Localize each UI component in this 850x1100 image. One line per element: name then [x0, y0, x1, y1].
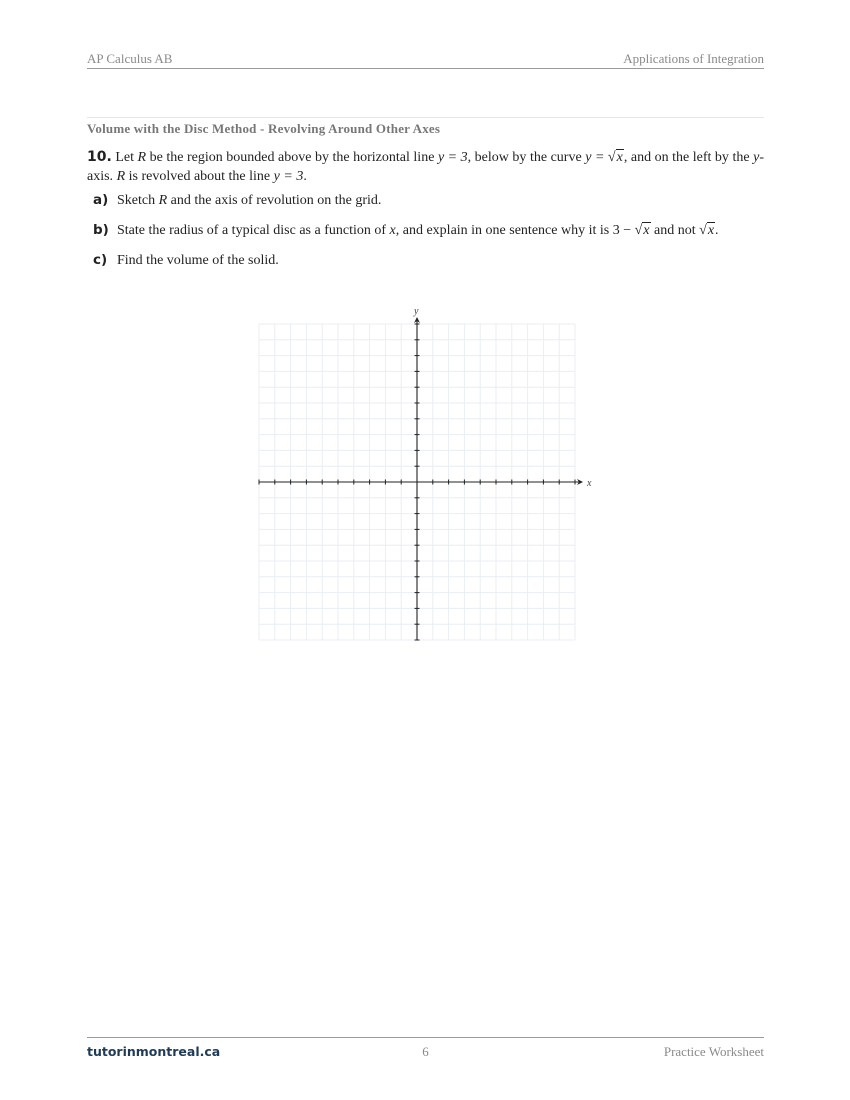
part-label: a)	[93, 192, 109, 208]
math-R: R	[116, 169, 126, 184]
section-divider	[87, 117, 764, 118]
part-text: and the axis of revolution on the grid.	[167, 193, 382, 208]
radicand: x	[616, 150, 623, 165]
course-title: AP Calculus AB	[87, 51, 173, 66]
math-R: R	[137, 150, 147, 165]
site-link[interactable]: tutorinmontreal.ca	[87, 1044, 221, 1059]
radical-sign: √	[607, 150, 616, 165]
page-footer	[87, 1037, 764, 1060]
part-label: b)	[93, 222, 109, 238]
radicand: x	[707, 223, 715, 238]
math-minus: 3 −	[612, 223, 635, 238]
problem-text: -axis.	[87, 150, 764, 184]
problem-text: , and on the left by the	[623, 150, 754, 165]
part-text: and not	[650, 223, 700, 238]
math-axis-eq: y = 3	[273, 169, 304, 184]
axes	[259, 317, 583, 640]
grid-svg[interactable]	[250, 305, 600, 650]
math-y: y	[753, 150, 760, 165]
radical-sign: √	[634, 223, 643, 238]
problem-number: 10.	[87, 149, 112, 165]
page-number: 6	[422, 1044, 429, 1059]
worksheet-label: Practice Worksheet	[663, 1044, 764, 1059]
problem-text: Let	[115, 150, 138, 165]
math-x: x	[389, 223, 396, 238]
unit-title: Applications of Integration	[623, 51, 764, 66]
part-a	[93, 191, 764, 210]
radical-sign: √	[699, 223, 707, 238]
math-R: R	[158, 193, 168, 208]
y-axis-label: y	[414, 306, 419, 317]
problem-parts	[93, 191, 764, 281]
problem-text: is revolved about the line	[125, 169, 274, 184]
part-text: , and explain in one sentence why it is	[395, 223, 613, 238]
sqrt-x	[608, 148, 624, 167]
page-header	[87, 50, 764, 69]
part-text: Find the volume of the solid.	[117, 253, 279, 268]
radicand: x	[643, 223, 650, 238]
part-label: c)	[93, 252, 108, 268]
math-curve-lhs: y =	[585, 150, 608, 165]
part-c	[93, 251, 764, 270]
section-title: Volume with the Disc Method - Revolving Around Other Axes	[87, 121, 441, 136]
sqrt-x	[635, 221, 651, 240]
problem-text: be the region bounded above by the horizontal line	[146, 150, 438, 165]
part-text: Sketch	[117, 193, 159, 208]
part-b	[93, 221, 764, 240]
coordinate-grid[interactable]	[250, 305, 600, 650]
problem-text: .	[303, 169, 307, 184]
math-line-eq: y = 3	[437, 150, 468, 165]
sqrt-x	[699, 221, 715, 240]
part-text: .	[715, 223, 719, 238]
part-text: State the radius of a typical disc as a function of	[117, 223, 390, 238]
problem-text: , below by the curve	[467, 150, 586, 165]
problem-statement	[87, 148, 764, 186]
x-axis-label: x	[587, 478, 592, 489]
